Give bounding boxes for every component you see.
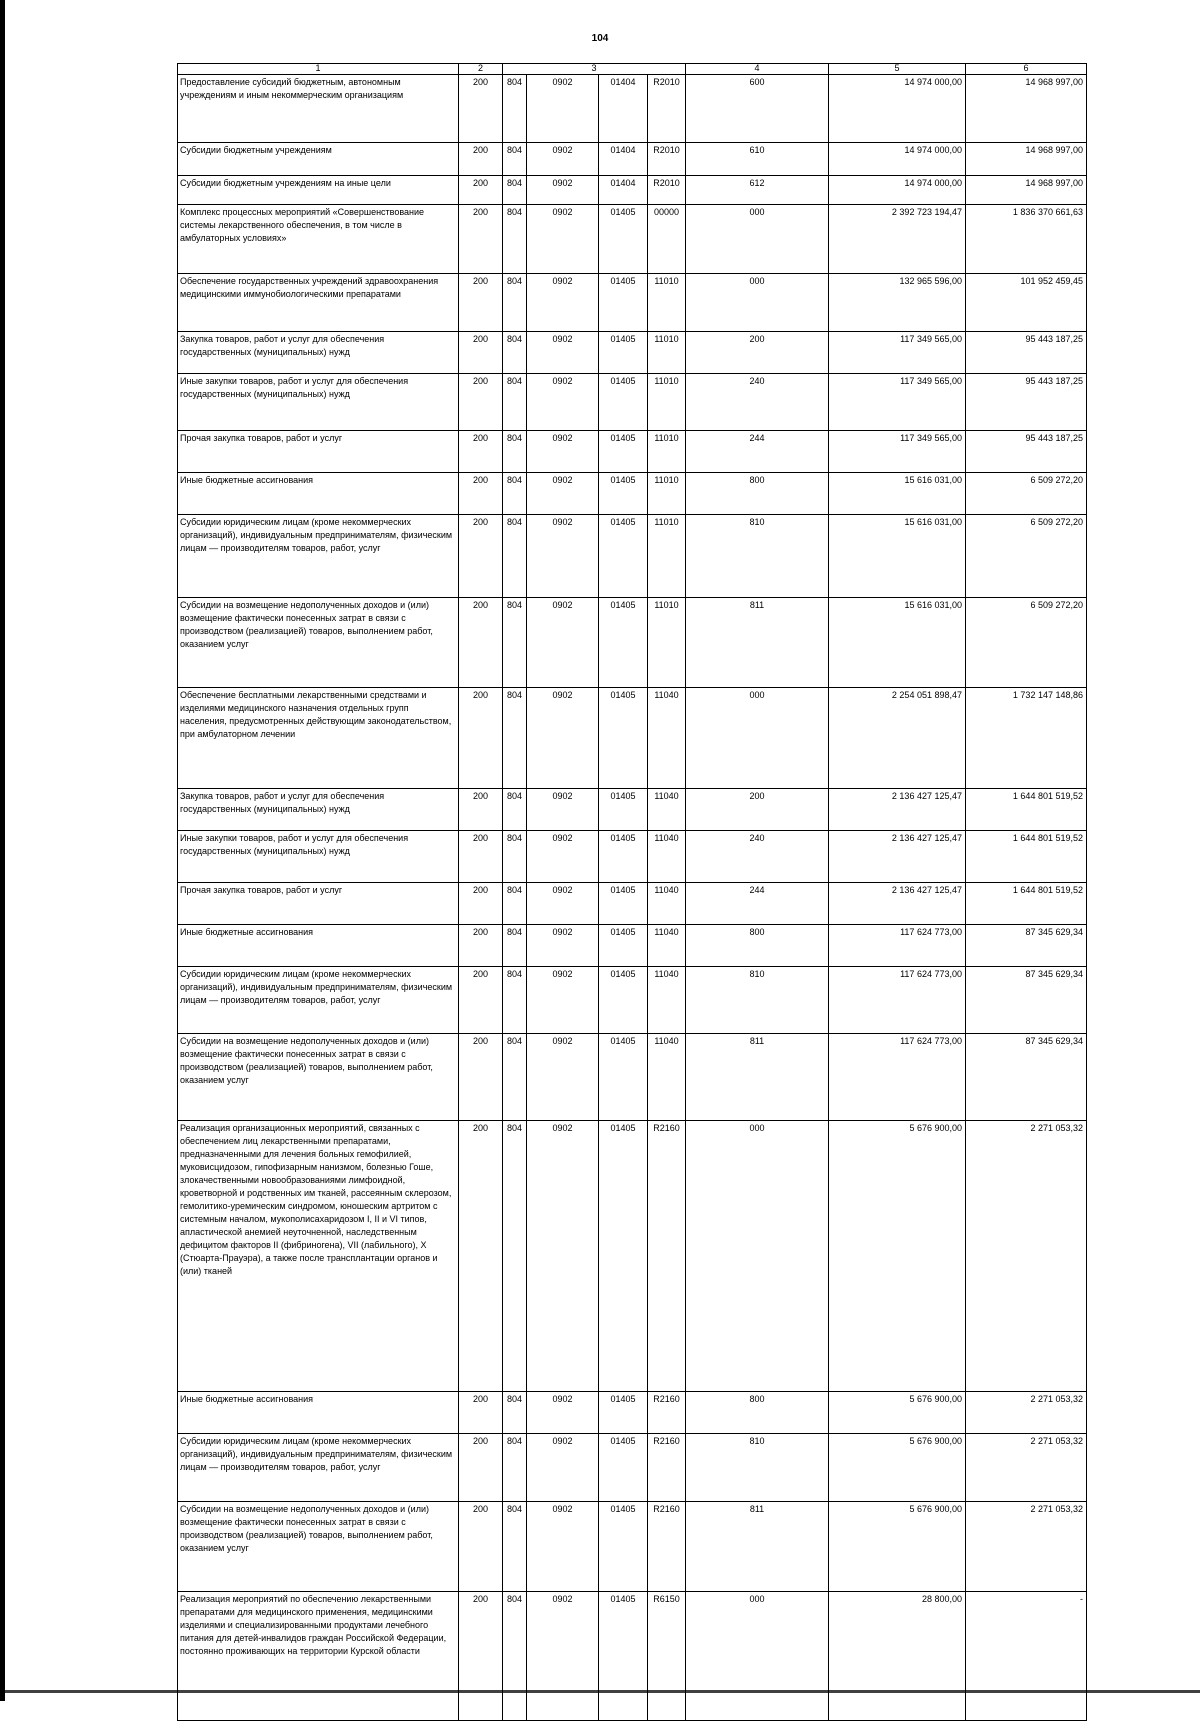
row-expense-type: 200	[686, 789, 829, 831]
row-value-col4: 117 624 773,00	[829, 1034, 966, 1121]
row-direction-code: R6150	[648, 1592, 686, 1721]
row-expense-type: 810	[686, 967, 829, 1034]
row-expense-type: 600	[686, 75, 829, 143]
row-admin-code: 804	[503, 274, 527, 332]
row-program-code: 01405	[599, 598, 648, 688]
row-description: Иные бюджетные ассигнования	[178, 473, 459, 515]
row-code-col2: 200	[459, 925, 503, 967]
row-code-col2: 200	[459, 1502, 503, 1592]
row-value-col4: 5 676 900,00	[829, 1502, 966, 1592]
row-program-code: 01404	[599, 176, 648, 205]
row-value-col5: 1 732 147 148,86	[966, 688, 1087, 789]
row-description: Закупка товаров, работ и услуг для обеспечения государственных (муниципальных) нужд	[178, 332, 459, 374]
row-value-col5: 14 968 997,00	[966, 75, 1087, 143]
row-admin-code: 804	[503, 205, 527, 274]
row-expense-type: 810	[686, 1434, 829, 1502]
row-description: Иные закупки товаров, работ и услуг для обеспечения государственных (муниципальных) нужд	[178, 374, 459, 431]
row-section-code: 0902	[527, 75, 599, 143]
row-code-col2: 200	[459, 515, 503, 598]
table-row	[178, 1121, 1087, 1392]
header-col-1: 1	[178, 64, 459, 75]
row-direction-code: R2160	[648, 1502, 686, 1592]
table-row	[178, 515, 1087, 598]
row-description: Обеспечение государственных учреждений здравоохранения медицинскими иммунобиологическими препаратами	[178, 274, 459, 332]
row-admin-code: 804	[503, 1121, 527, 1392]
row-description: Субсидии юридическим лицам (кроме некоммерческих организаций), индивидуальным предпринимателям, физическим лицам — производителям товаров, работ, услуг	[178, 1434, 459, 1502]
row-value-col4: 2 136 427 125,47	[829, 883, 966, 925]
row-direction-code: R2160	[648, 1434, 686, 1502]
header-col-3: 3	[503, 64, 686, 75]
row-expense-type: 240	[686, 374, 829, 431]
row-description: Закупка товаров, работ и услуг для обеспечения государственных (муниципальных) нужд	[178, 789, 459, 831]
row-code-col2: 200	[459, 473, 503, 515]
row-value-col5: 14 968 997,00	[966, 143, 1087, 176]
row-description: Реализация мероприятий по обеспечению лекарственными препаратами для медицинского применения, медицинскими изделиями и специализированными продуктами лечебного питания для детей-инвалидов граждан Российской Федерации, постоянно проживающих на территории Курской области	[178, 1592, 459, 1721]
table-row	[178, 143, 1087, 176]
row-direction-code: 11040	[648, 967, 686, 1034]
row-section-code: 0902	[527, 598, 599, 688]
row-description: Субсидии на возмещение недополученных доходов и (или) возмещение фактически понесенных затрат в связи с производством (реализацией) товаров, выполнением работ, оказанием услуг	[178, 598, 459, 688]
row-admin-code: 804	[503, 789, 527, 831]
row-program-code: 01405	[599, 332, 648, 374]
row-description: Обеспечение бесплатными лекарственными средствами и изделиями медицинского назначения отдельных групп населения, предусмотренных действующим законодательством, при амбулаторном лечении	[178, 688, 459, 789]
row-description: Комплекс процессных мероприятий «Совершенствование системы лекарственного обеспечения, в том числе в амбулаторных условиях»	[178, 205, 459, 274]
row-section-code: 0902	[527, 1121, 599, 1392]
row-code-col2: 200	[459, 1121, 503, 1392]
header-col-5: 5	[829, 64, 966, 75]
row-code-col2: 200	[459, 967, 503, 1034]
row-section-code: 0902	[527, 1502, 599, 1592]
row-section-code: 0902	[527, 515, 599, 598]
row-program-code: 01405	[599, 431, 648, 473]
table-row	[178, 205, 1087, 274]
row-value-col5: 6 509 272,20	[966, 598, 1087, 688]
row-description: Субсидии юридическим лицам (кроме некоммерческих организаций), индивидуальным предпринимателям, физическим лицам — производителям товаров, работ, услуг	[178, 967, 459, 1034]
row-direction-code: 11010	[648, 374, 686, 431]
row-admin-code: 804	[503, 75, 527, 143]
row-program-code: 01405	[599, 1502, 648, 1592]
row-admin-code: 804	[503, 374, 527, 431]
row-expense-type: 810	[686, 515, 829, 598]
row-program-code: 01405	[599, 925, 648, 967]
row-section-code: 0902	[527, 274, 599, 332]
row-value-col4: 2 254 051 898,47	[829, 688, 966, 789]
row-code-col2: 200	[459, 374, 503, 431]
row-program-code: 01405	[599, 1034, 648, 1121]
row-value-col4: 2 136 427 125,47	[829, 789, 966, 831]
row-value-col5: 2 271 053,32	[966, 1392, 1087, 1434]
row-section-code: 0902	[527, 967, 599, 1034]
row-value-col4: 117 349 565,00	[829, 431, 966, 473]
row-program-code: 01405	[599, 1592, 648, 1721]
row-description: Субсидии на возмещение недополученных доходов и (или) возмещение фактически понесенных затрат в связи с производством (реализацией) товаров, выполнением работ, оказанием услуг	[178, 1502, 459, 1592]
row-expense-type: 000	[686, 205, 829, 274]
row-code-col2: 200	[459, 1592, 503, 1721]
row-code-col2: 200	[459, 831, 503, 883]
row-admin-code: 804	[503, 1502, 527, 1592]
row-value-col5: 95 443 187,25	[966, 431, 1087, 473]
row-direction-code: 11010	[648, 598, 686, 688]
row-admin-code: 804	[503, 431, 527, 473]
row-value-col4: 14 974 000,00	[829, 176, 966, 205]
row-program-code: 01405	[599, 688, 648, 789]
row-admin-code: 804	[503, 1592, 527, 1721]
row-program-code: 01405	[599, 374, 648, 431]
table-row	[178, 75, 1087, 143]
row-value-col5: 1 644 801 519,52	[966, 789, 1087, 831]
table-row	[178, 831, 1087, 883]
row-section-code: 0902	[527, 143, 599, 176]
row-value-col4: 15 616 031,00	[829, 515, 966, 598]
row-admin-code: 804	[503, 515, 527, 598]
row-direction-code: 11040	[648, 831, 686, 883]
row-value-col5: 95 443 187,25	[966, 332, 1087, 374]
table-row	[178, 1392, 1087, 1434]
row-code-col2: 200	[459, 143, 503, 176]
row-direction-code: R2010	[648, 143, 686, 176]
row-admin-code: 804	[503, 598, 527, 688]
row-value-col4: 132 965 596,00	[829, 274, 966, 332]
table-row	[178, 473, 1087, 515]
table-row	[178, 1502, 1087, 1592]
row-expense-type: 000	[686, 1592, 829, 1721]
row-value-col5: 87 345 629,34	[966, 925, 1087, 967]
row-direction-code: 11040	[648, 789, 686, 831]
row-description: Субсидии юридическим лицам (кроме некоммерческих организаций), индивидуальным предпринимателям, физическим лицам — производителям товаров, работ, услуг	[178, 515, 459, 598]
row-program-code: 01405	[599, 473, 648, 515]
row-section-code: 0902	[527, 1392, 599, 1434]
row-section-code: 0902	[527, 688, 599, 789]
row-direction-code: 11040	[648, 925, 686, 967]
row-value-col5: 87 345 629,34	[966, 1034, 1087, 1121]
row-code-col2: 200	[459, 1392, 503, 1434]
scan-edge-bottom	[0, 1690, 1200, 1693]
row-section-code: 0902	[527, 176, 599, 205]
row-direction-code: 11010	[648, 473, 686, 515]
row-expense-type: 240	[686, 831, 829, 883]
row-code-col2: 200	[459, 688, 503, 789]
row-admin-code: 804	[503, 143, 527, 176]
row-description: Иные бюджетные ассигнования	[178, 1392, 459, 1434]
row-code-col2: 200	[459, 598, 503, 688]
row-value-col5: 2 271 053,32	[966, 1121, 1087, 1392]
row-value-col5: 1 644 801 519,52	[966, 883, 1087, 925]
row-value-col5: 6 509 272,20	[966, 473, 1087, 515]
row-expense-type: 612	[686, 176, 829, 205]
row-admin-code: 804	[503, 831, 527, 883]
row-section-code: 0902	[527, 431, 599, 473]
row-admin-code: 804	[503, 176, 527, 205]
table-row	[178, 1592, 1087, 1721]
row-admin-code: 804	[503, 473, 527, 515]
row-value-col4: 117 624 773,00	[829, 967, 966, 1034]
row-section-code: 0902	[527, 1034, 599, 1121]
row-code-col2: 200	[459, 205, 503, 274]
row-expense-type: 200	[686, 332, 829, 374]
row-expense-type: 811	[686, 1034, 829, 1121]
table-row	[178, 598, 1087, 688]
table-row	[178, 925, 1087, 967]
row-description: Субсидии на возмещение недополученных доходов и (или) возмещение фактически понесенных затрат в связи с производством (реализацией) товаров, выполнением работ, оказанием услуг	[178, 1034, 459, 1121]
row-description: Реализация организационных мероприятий, связанных с обеспечением лиц лекарственными препаратами, предназначенными для лечения больных гемофилией, муковисцидозом, гипофизарным нанизмом, болезнью Гоше, злокачественными новообразованиями лимфоидной, кроветворной и родственных им тканей, рассеянным склерозом, гемолитико-уремическим синдромом, юношеским артритом с системным началом, мукополисахаридозом I, II и VI типов, апластической анемией неуточненной, наследственным дефицитом факторов II (фибриногена), VII (лабильного), X (Стюарта-Прауэра), а также после трансплантации органов и (или) тканей	[178, 1121, 459, 1392]
row-program-code: 01405	[599, 205, 648, 274]
table-row	[178, 274, 1087, 332]
row-value-col5: 95 443 187,25	[966, 374, 1087, 431]
table-row	[178, 789, 1087, 831]
row-direction-code: R2160	[648, 1392, 686, 1434]
row-description: Прочая закупка товаров, работ и услуг	[178, 883, 459, 925]
row-description: Иные закупки товаров, работ и услуг для обеспечения государственных (муниципальных) нужд	[178, 831, 459, 883]
row-code-col2: 200	[459, 332, 503, 374]
row-direction-code: R2010	[648, 75, 686, 143]
row-section-code: 0902	[527, 205, 599, 274]
table-row	[178, 883, 1087, 925]
row-code-col2: 200	[459, 75, 503, 143]
row-admin-code: 804	[503, 1434, 527, 1502]
row-direction-code: R2010	[648, 176, 686, 205]
row-description: Иные бюджетные ассигнования	[178, 925, 459, 967]
row-program-code: 01405	[599, 789, 648, 831]
header-col-4: 4	[686, 64, 829, 75]
header-col-6: 6	[966, 64, 1087, 75]
row-value-col5: 87 345 629,34	[966, 967, 1087, 1034]
row-section-code: 0902	[527, 789, 599, 831]
table-row	[178, 688, 1087, 789]
row-value-col5: 2 271 053,32	[966, 1434, 1087, 1502]
scan-edge-left	[0, 0, 5, 1701]
row-expense-type: 800	[686, 925, 829, 967]
row-value-col5: -	[966, 1592, 1087, 1721]
row-program-code: 01405	[599, 967, 648, 1034]
row-value-col5: 1 644 801 519,52	[966, 831, 1087, 883]
row-direction-code: 11010	[648, 515, 686, 598]
row-admin-code: 804	[503, 925, 527, 967]
row-program-code: 01405	[599, 515, 648, 598]
row-program-code: 01404	[599, 75, 648, 143]
row-section-code: 0902	[527, 332, 599, 374]
row-direction-code: 00000	[648, 205, 686, 274]
row-value-col4: 5 676 900,00	[829, 1392, 966, 1434]
table-row	[178, 1434, 1087, 1502]
row-value-col4: 2 392 723 194,47	[829, 205, 966, 274]
row-value-col4: 14 974 000,00	[829, 143, 966, 176]
row-section-code: 0902	[527, 925, 599, 967]
row-admin-code: 804	[503, 332, 527, 374]
row-expense-type: 244	[686, 883, 829, 925]
row-code-col2: 200	[459, 1034, 503, 1121]
table-row	[178, 431, 1087, 473]
row-program-code: 01405	[599, 1121, 648, 1392]
table-row	[178, 374, 1087, 431]
row-value-col4: 5 676 900,00	[829, 1121, 966, 1392]
row-description: Субсидии бюджетным учреждениям	[178, 143, 459, 176]
row-expense-type: 000	[686, 274, 829, 332]
row-value-col5: 2 271 053,32	[966, 1502, 1087, 1592]
row-direction-code: 11040	[648, 1034, 686, 1121]
row-value-col5: 101 952 459,45	[966, 274, 1087, 332]
row-expense-type: 811	[686, 598, 829, 688]
table-row	[178, 176, 1087, 205]
row-value-col5: 1 836 370 661,63	[966, 205, 1087, 274]
row-expense-type: 000	[686, 688, 829, 789]
row-description: Предоставление субсидий бюджетным, автономным учреждениям и иным некоммерческим организациям	[178, 75, 459, 143]
row-value-col5: 6 509 272,20	[966, 515, 1087, 598]
row-section-code: 0902	[527, 374, 599, 431]
row-value-col4: 117 349 565,00	[829, 332, 966, 374]
row-program-code: 01404	[599, 143, 648, 176]
row-section-code: 0902	[527, 1434, 599, 1502]
table-row	[178, 332, 1087, 374]
row-value-col5: 14 968 997,00	[966, 176, 1087, 205]
row-value-col4: 15 616 031,00	[829, 473, 966, 515]
row-section-code: 0902	[527, 473, 599, 515]
row-direction-code: 11010	[648, 332, 686, 374]
row-section-code: 0902	[527, 883, 599, 925]
header-col-2: 2	[459, 64, 503, 75]
row-value-col4: 28 800,00	[829, 1592, 966, 1721]
row-code-col2: 200	[459, 176, 503, 205]
table-row	[178, 1034, 1087, 1121]
row-program-code: 01405	[599, 1434, 648, 1502]
row-admin-code: 804	[503, 688, 527, 789]
row-value-col4: 2 136 427 125,47	[829, 831, 966, 883]
row-direction-code: 11010	[648, 431, 686, 473]
row-value-col4: 117 349 565,00	[829, 374, 966, 431]
row-code-col2: 200	[459, 274, 503, 332]
row-program-code: 01405	[599, 1392, 648, 1434]
row-code-col2: 200	[459, 431, 503, 473]
row-admin-code: 804	[503, 1392, 527, 1434]
budget-table	[177, 63, 1087, 1721]
row-code-col2: 200	[459, 883, 503, 925]
header-row	[178, 64, 1087, 75]
row-value-col4: 117 624 773,00	[829, 925, 966, 967]
row-program-code: 01405	[599, 883, 648, 925]
row-admin-code: 804	[503, 967, 527, 1034]
row-program-code: 01405	[599, 274, 648, 332]
row-program-code: 01405	[599, 831, 648, 883]
row-expense-type: 610	[686, 143, 829, 176]
row-expense-type: 800	[686, 473, 829, 515]
row-expense-type: 000	[686, 1121, 829, 1392]
row-value-col4: 14 974 000,00	[829, 75, 966, 143]
row-description: Субсидии бюджетным учреждениям на иные цели	[178, 176, 459, 205]
row-value-col4: 15 616 031,00	[829, 598, 966, 688]
row-code-col2: 200	[459, 789, 503, 831]
row-direction-code: 11040	[648, 688, 686, 789]
row-expense-type: 800	[686, 1392, 829, 1434]
row-direction-code: R2160	[648, 1121, 686, 1392]
row-expense-type: 244	[686, 431, 829, 473]
row-description: Прочая закупка товаров, работ и услуг	[178, 431, 459, 473]
row-code-col2: 200	[459, 1434, 503, 1502]
row-direction-code: 11040	[648, 883, 686, 925]
row-value-col4: 5 676 900,00	[829, 1434, 966, 1502]
table-row	[178, 967, 1087, 1034]
row-section-code: 0902	[527, 1592, 599, 1721]
row-admin-code: 804	[503, 883, 527, 925]
row-admin-code: 804	[503, 1034, 527, 1121]
row-section-code: 0902	[527, 831, 599, 883]
row-expense-type: 811	[686, 1502, 829, 1592]
page-number: 104	[591, 33, 609, 44]
row-direction-code: 11010	[648, 274, 686, 332]
